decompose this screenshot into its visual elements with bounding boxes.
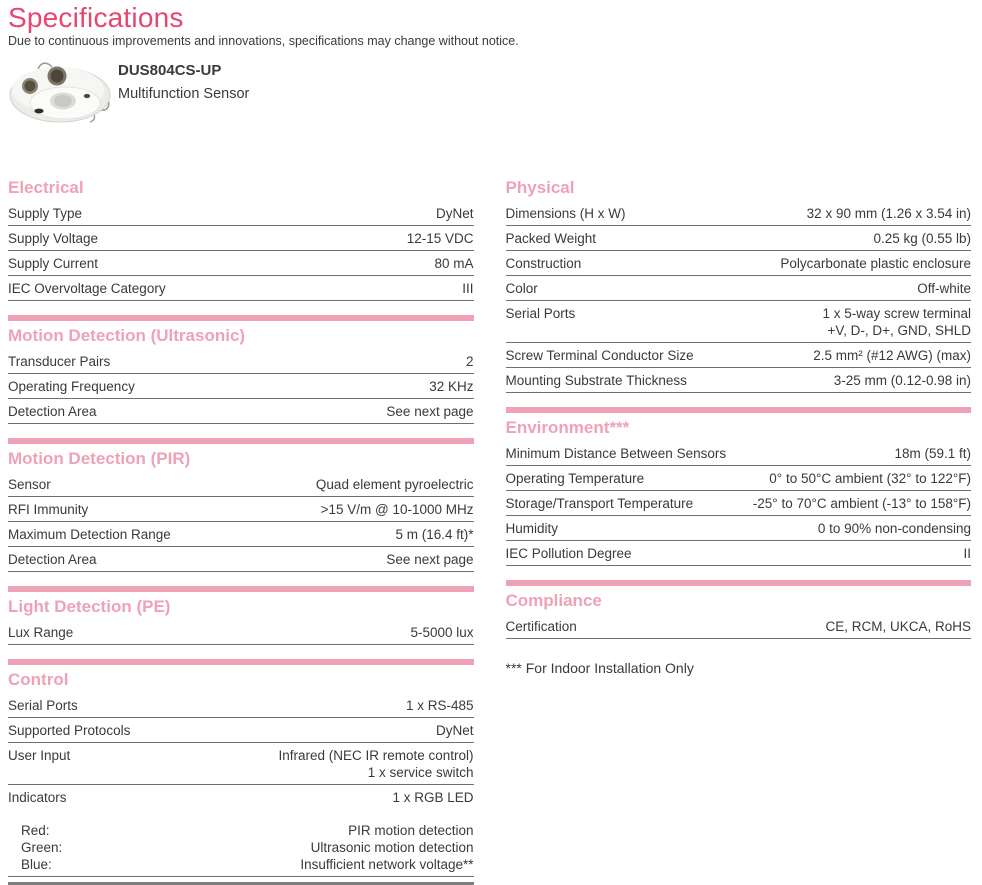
spec-value-line: Off-white <box>917 281 971 296</box>
spec-value <box>395 526 473 543</box>
spec-row <box>8 620 474 645</box>
product-model: DUS804CS-UP <box>118 62 222 79</box>
spec-label: Certification <box>505 619 577 634</box>
spec-value <box>436 205 474 222</box>
section-light-detection-pe <box>8 586 474 645</box>
spec-label: Dimensions (H x W) <box>505 206 626 221</box>
spec-label: Supply Type <box>8 206 83 221</box>
spec-value <box>321 501 474 518</box>
spec-value-line: 2 <box>465 354 474 369</box>
spec-value-line: 2.5 mm² (#12 AWG) (max) <box>813 348 971 363</box>
spec-value <box>436 722 474 739</box>
spec-value-line: DyNet <box>435 723 474 738</box>
spec-label: RFI Immunity <box>8 502 89 517</box>
spec-value-line: See next page <box>386 552 474 567</box>
spec-value-line: II <box>963 546 971 561</box>
spec-value <box>894 445 971 462</box>
spec-value <box>834 372 971 389</box>
spec-value <box>386 551 473 568</box>
sensor-product-photo <box>8 59 114 125</box>
spec-value <box>813 347 971 364</box>
spec-value <box>278 747 473 781</box>
spec-value-line: 5 m (16.4 ft)* <box>395 527 474 542</box>
spec-row <box>506 541 972 566</box>
section-electrical <box>8 178 474 301</box>
spec-value-line: 32 x 90 mm (1.26 x 3.54 in) <box>806 206 971 221</box>
page-title: Specifications <box>8 2 184 33</box>
spec-value <box>386 403 473 420</box>
section-title: Physical <box>505 178 575 197</box>
spec-value <box>466 353 474 370</box>
spec-value <box>410 624 473 641</box>
spec-value-line: III <box>462 281 474 296</box>
spec-row <box>506 491 972 516</box>
spec-row <box>8 399 474 424</box>
section-divider-bar <box>8 586 474 592</box>
spec-value-line: DyNet <box>435 206 474 221</box>
section-divider-bar <box>8 438 474 444</box>
section-environment <box>506 407 972 566</box>
spec-value-line: 18m (59.1 ft) <box>894 446 971 461</box>
legend-row <box>8 856 474 873</box>
spec-row <box>506 368 972 393</box>
legend-label: Red: <box>21 823 50 838</box>
spec-value <box>392 789 473 806</box>
spec-label: IEC Pollution Degree <box>505 546 632 561</box>
spec-row <box>506 516 972 541</box>
spec-row <box>8 743 474 785</box>
legend-value: Insufficient network voltage** <box>300 857 474 872</box>
spec-label: Transducer Pairs <box>8 354 111 369</box>
product-name: Multifunction Sensor <box>118 86 250 102</box>
spec-row <box>506 466 972 491</box>
spec-value-line: 5-5000 lux <box>410 625 474 640</box>
section-title: Light Detection (PE) <box>8 597 171 616</box>
indoor-installation-footnote: *** For Indoor Installation Only <box>505 660 694 676</box>
spec-value <box>780 255 971 272</box>
product-header <box>8 59 971 125</box>
spec-value <box>822 305 971 339</box>
spec-value-line: 0 to 90% non-condensing <box>817 521 971 536</box>
spec-value-line: CE, RCM, UKCA, RoHS <box>825 619 971 634</box>
spec-value <box>316 476 474 493</box>
spec-label: Minimum Distance Between Sensors <box>505 446 727 461</box>
section-title: Control <box>8 670 69 689</box>
spec-row <box>506 343 972 368</box>
spec-value <box>769 470 971 487</box>
spec-value-line: 12-15 VDC <box>406 231 474 246</box>
spec-value-line: 0° to 50°C ambient (32° to 122°F) <box>769 471 971 486</box>
section-divider-bar <box>8 315 474 321</box>
spec-value <box>818 520 971 537</box>
spec-value-line: -25° to 70°C ambient (-13° to 158°F) <box>752 496 971 511</box>
spec-value-line: +V, D-, D+, GND, SHLD <box>827 323 971 338</box>
spec-row <box>8 718 474 743</box>
page-subtitle: Due to continuous improvements and innovations, specifications may change without notice. <box>8 34 519 48</box>
spec-value <box>429 378 473 395</box>
spec-row <box>506 614 972 639</box>
spec-value <box>917 280 971 297</box>
spec-value-line: 3-25 mm (0.12-0.98 in) <box>833 373 971 388</box>
spec-label: Storage/Transport Temperature <box>505 496 694 511</box>
section-physical <box>506 178 972 393</box>
spec-value-line: 1 x RS-485 <box>405 698 474 713</box>
spec-value <box>873 230 971 247</box>
spec-label: Detection Area <box>8 552 97 567</box>
spec-label: IEC Overvoltage Category <box>8 281 166 296</box>
spec-value-line: >15 V/m @ 10-1000 MHz <box>320 502 474 517</box>
spec-value-line: Polycarbonate plastic enclosure <box>780 256 971 271</box>
legend-label: Blue: <box>21 857 52 872</box>
spec-label: Serial Ports <box>505 306 576 321</box>
spec-row <box>8 693 474 718</box>
spec-label: Construction <box>505 256 582 271</box>
section-title: Motion Detection (PIR) <box>8 449 191 468</box>
spec-value-line: See next page <box>386 404 474 419</box>
spec-value-line: 32 KHz <box>429 379 474 394</box>
spec-row <box>8 497 474 522</box>
spec-row <box>506 251 972 276</box>
spec-value-line: 1 x service switch <box>367 765 474 780</box>
spec-label: Lux Range <box>8 625 74 640</box>
spec-row <box>506 201 972 226</box>
section-motion-detection-ultrasonic <box>8 315 474 424</box>
section-motion-detection-pir <box>8 438 474 572</box>
spec-label: Screw Terminal Conductor Size <box>505 348 694 363</box>
right-column <box>506 177 972 885</box>
product-title-block <box>114 59 249 104</box>
spec-label: Supply Current <box>8 256 99 271</box>
spec-value <box>406 697 474 714</box>
spec-row <box>8 785 474 809</box>
spec-row <box>8 349 474 374</box>
spec-value <box>407 230 474 247</box>
spec-label: Mounting Substrate Thickness <box>505 373 687 388</box>
left-column <box>8 177 474 885</box>
spec-value-line: 80 mA <box>434 256 474 271</box>
spec-value <box>963 545 971 562</box>
spec-label: Operating Temperature <box>505 471 645 486</box>
spec-row <box>506 276 972 301</box>
legend-value: Ultrasonic motion detection <box>310 840 474 855</box>
spec-label: Detection Area <box>8 404 97 419</box>
section-divider-bar <box>506 407 972 413</box>
section-compliance <box>506 580 972 639</box>
spec-row <box>8 251 474 276</box>
spec-value-line: Quad element pyroelectric <box>315 477 474 492</box>
legend-value: PIR motion detection <box>348 823 474 838</box>
section-title: Environment*** <box>505 418 630 437</box>
spec-row <box>8 522 474 547</box>
spec-label: Serial Ports <box>8 698 78 713</box>
spec-value <box>807 205 971 222</box>
led-indicator-legend <box>8 822 474 877</box>
spec-row <box>8 547 474 572</box>
spec-row <box>506 226 972 251</box>
section-title: Motion Detection (Ultrasonic) <box>8 326 246 345</box>
spec-label: Packed Weight <box>505 231 597 246</box>
section-control <box>8 659 474 885</box>
spec-label: Color <box>505 281 538 296</box>
spec-label: Sensor <box>8 477 51 492</box>
spec-row <box>8 472 474 497</box>
spec-value-line: 1 x 5-way screw terminal <box>822 306 971 321</box>
spec-label: Supply Voltage <box>8 231 99 246</box>
spec-row <box>8 226 474 251</box>
spec-value <box>434 255 473 272</box>
spec-value-line: 0.25 kg (0.55 lb) <box>873 231 971 246</box>
spec-row <box>8 276 474 301</box>
legend-label: Green: <box>21 840 63 855</box>
spec-row <box>506 441 972 466</box>
spec-label: Supported Protocols <box>8 723 131 738</box>
spec-value-line: 1 x RGB LED <box>392 790 474 805</box>
spec-label: User Input <box>8 748 71 763</box>
spec-label: Humidity <box>505 521 559 536</box>
legend-row <box>8 839 474 856</box>
spec-value <box>462 280 473 297</box>
legend-row <box>8 822 474 839</box>
spec-row <box>506 301 972 343</box>
spec-label: Indicators <box>8 790 67 805</box>
spec-row <box>8 374 474 399</box>
section-divider-bar <box>506 580 972 586</box>
spec-value-line: Infrared (NEC IR remote control) <box>278 748 474 763</box>
section-divider-bar <box>8 659 474 665</box>
spec-value <box>825 618 971 635</box>
spec-label: Operating Frequency <box>8 379 135 394</box>
spec-columns <box>8 177 971 885</box>
spec-value <box>753 495 971 512</box>
section-title: Compliance <box>505 591 602 610</box>
spec-label: Maximum Detection Range <box>8 527 171 542</box>
spec-row <box>8 201 474 226</box>
section-title: Electrical <box>8 178 84 197</box>
